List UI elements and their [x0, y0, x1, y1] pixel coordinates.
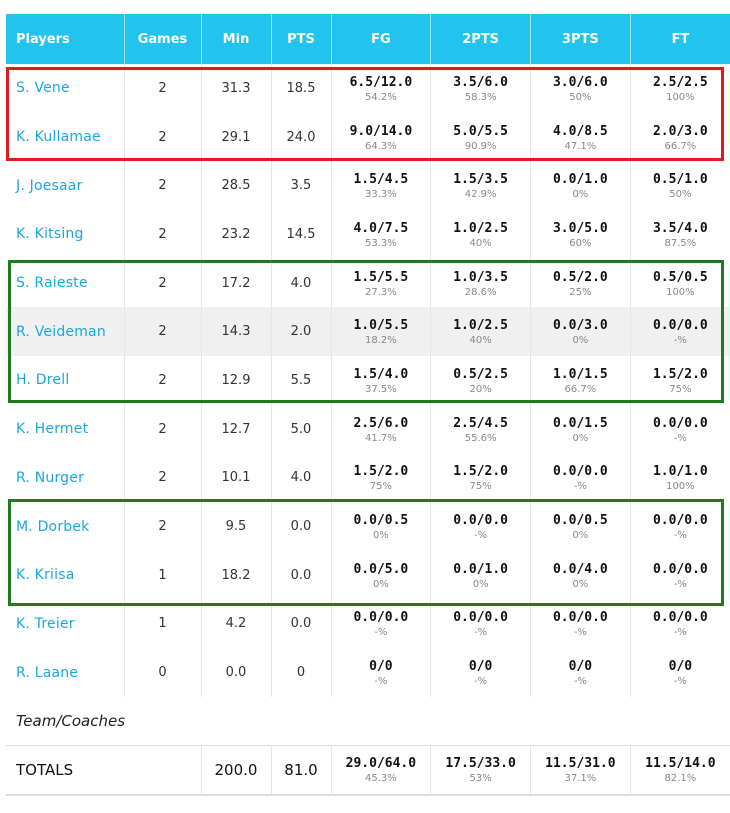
min-cell: 28.5: [201, 161, 271, 210]
ft-cell: [630, 210, 730, 259]
totals-min: 200.0: [201, 745, 271, 795]
2pts-cell: [431, 648, 531, 697]
2pts-percentage: 75%: [469, 481, 492, 493]
totals-ft-pct: 82.1%: [664, 773, 697, 785]
column-header-3pts[interactable]: 3PTS: [531, 14, 631, 64]
table-row: [6, 454, 730, 503]
player-cell: [6, 454, 124, 503]
ft-cell: [630, 64, 730, 113]
3pts-percentage: 0%: [572, 432, 589, 444]
ft-made-attempted: 0.5/0.5: [652, 269, 708, 285]
fg-cell: [331, 502, 431, 551]
2pts-percentage: 90.9%: [464, 140, 497, 152]
2pts-cell: [431, 210, 531, 259]
player-cell: [6, 64, 124, 113]
ft-percentage: 66.7%: [664, 140, 697, 152]
min-cell: 4.2: [201, 600, 271, 649]
player-name-link[interactable]: J. Joesaar: [16, 177, 83, 194]
fg-cell: [331, 161, 431, 210]
ft-made-attempted: 1.0/1.0: [652, 464, 708, 480]
fg-made-attempted: 1.0/5.5: [353, 318, 409, 334]
3pts-cell: [531, 454, 631, 503]
team-coaches-label: Team/Coaches: [16, 711, 126, 730]
pts-cell: 24.0: [271, 113, 331, 162]
player-cell: [6, 210, 124, 259]
pts-cell: 0: [271, 648, 331, 697]
games-cell: 1: [124, 600, 201, 649]
2pts-made-attempted: 1.0/3.5: [453, 269, 509, 285]
2pts-made-attempted: 5.0/5.5: [453, 123, 509, 139]
games-cell: 1: [124, 551, 201, 600]
2pts-cell: [431, 502, 531, 551]
fg-made-attempted: 6.5/12.0: [349, 74, 413, 90]
player-cell: [6, 648, 124, 697]
games-cell: 2: [124, 64, 201, 113]
fg-cell: [331, 259, 431, 308]
fg-made-attempted: 1.5/5.5: [353, 269, 409, 285]
column-header-2pts[interactable]: 2PTS: [431, 14, 531, 64]
totals-fg-pct: 45.3%: [364, 773, 397, 785]
ft-cell: [630, 259, 730, 308]
3pts-percentage: 66.7%: [564, 383, 597, 395]
fg-cell: [331, 113, 431, 162]
table-header-row: [6, 14, 730, 64]
ft-cell: [630, 600, 730, 649]
2pts-cell: [431, 259, 531, 308]
fg-cell: [331, 551, 431, 600]
min-cell: 29.1: [201, 113, 271, 162]
2pts-percentage: 42.9%: [464, 189, 497, 201]
totals-label: TOTALS: [6, 745, 201, 795]
pts-cell: 4.0: [271, 259, 331, 308]
min-cell: 18.2: [201, 551, 271, 600]
player-cell: [6, 113, 124, 162]
2pts-percentage: 20%: [469, 383, 492, 395]
3pts-cell: [531, 356, 631, 405]
3pts-cell: [531, 307, 631, 356]
3pts-percentage: 60%: [569, 237, 592, 249]
2pts-percentage: 55.6%: [464, 432, 497, 444]
table-row: [6, 113, 730, 162]
3pts-made-attempted: 0/0: [568, 659, 593, 675]
ft-made-attempted: 3.5/4.0: [652, 220, 708, 236]
fg-percentage: 0%: [372, 578, 389, 590]
ft-made-attempted: 2.0/3.0: [652, 123, 708, 139]
games-cell: 2: [124, 307, 201, 356]
3pts-made-attempted: 0.0/0.5: [552, 513, 608, 529]
3pts-cell: [531, 259, 631, 308]
fg-made-attempted: 0.0/5.0: [353, 561, 409, 577]
2pts-made-attempted: 2.5/4.5: [453, 415, 509, 431]
ft-made-attempted: 1.5/2.0: [652, 366, 708, 382]
min-cell: 17.2: [201, 259, 271, 308]
ft-percentage: 100%: [666, 481, 695, 493]
2pts-cell: [431, 356, 531, 405]
3pts-made-attempted: 4.0/8.5: [552, 123, 608, 139]
column-header-games[interactable]: Games: [124, 14, 201, 64]
3pts-percentage: 47.1%: [564, 140, 597, 152]
ft-made-attempted: 2.5/2.5: [652, 74, 708, 90]
ft-cell: [630, 356, 730, 405]
fg-made-attempted: 0/0: [369, 659, 393, 675]
fg-cell: [331, 454, 431, 503]
3pts-made-attempted: 3.0/6.0: [552, 74, 608, 90]
player-name-link[interactable]: H. Drell: [16, 372, 70, 389]
3pts-percentage: -%: [573, 676, 587, 688]
fg-percentage: 75%: [369, 481, 392, 493]
3pts-cell: [531, 113, 631, 162]
table-row: [6, 405, 730, 454]
3pts-cell: [531, 405, 631, 454]
totals-3pts-cell: [531, 745, 631, 795]
ft-cell: [630, 307, 730, 356]
totals-ft-cell: [630, 745, 730, 795]
pts-cell: 2.0: [271, 307, 331, 356]
player-name-link[interactable]: K. Kullamae: [16, 129, 101, 146]
ft-cell: [630, 648, 730, 697]
pts-cell: 0.0: [271, 551, 331, 600]
3pts-cell: [531, 502, 631, 551]
3pts-made-attempted: 0.0/1.5: [552, 415, 608, 431]
fg-percentage: 37.5%: [364, 383, 397, 395]
fg-made-attempted: 4.0/7.5: [353, 220, 409, 236]
3pts-cell: [531, 648, 631, 697]
totals-fg: 29.0/64.0: [345, 756, 417, 772]
table-row: [6, 551, 730, 600]
totals-fg-cell: [331, 745, 431, 795]
table-row: [6, 259, 730, 308]
table-row: [6, 161, 730, 210]
min-cell: 23.2: [201, 210, 271, 259]
3pts-cell: [531, 64, 631, 113]
table-row: [6, 502, 730, 551]
table-row: [6, 307, 730, 356]
3pts-cell: [531, 210, 631, 259]
min-cell: 12.9: [201, 356, 271, 405]
pts-cell: 0.0: [271, 502, 331, 551]
player-cell: [6, 600, 124, 649]
3pts-percentage: 0%: [572, 189, 589, 201]
ft-cell: [630, 454, 730, 503]
ft-made-attempted: 0.0/0.0: [652, 610, 708, 626]
games-cell: 2: [124, 405, 201, 454]
2pts-percentage: 40%: [469, 335, 492, 347]
pts-cell: 5.0: [271, 405, 331, 454]
2pts-made-attempted: 1.5/2.0: [453, 464, 509, 480]
ft-cell: [630, 113, 730, 162]
player-name-link[interactable]: K. Kitsing: [16, 226, 84, 243]
2pts-percentage: -%: [474, 627, 488, 639]
2pts-cell: [431, 113, 531, 162]
player-stats-table: [6, 14, 730, 796]
ft-percentage: 100%: [666, 91, 695, 103]
totals-2pts: 17.5/33.0: [445, 756, 516, 772]
player-name-link[interactable]: R. Veideman: [16, 323, 106, 340]
ft-made-attempted: 0.0/0.0: [652, 415, 708, 431]
2pts-cell: [431, 307, 531, 356]
2pts-percentage: 28.6%: [464, 286, 497, 298]
3pts-percentage: 0%: [572, 335, 589, 347]
ft-percentage: -%: [673, 676, 687, 688]
ft-cell: [630, 551, 730, 600]
column-header-pts[interactable]: PTS: [271, 14, 331, 64]
2pts-percentage: -%: [474, 676, 488, 688]
3pts-made-attempted: 0.5/2.0: [552, 269, 608, 285]
3pts-made-attempted: 0.0/0.0: [552, 464, 608, 480]
3pts-cell: [531, 600, 631, 649]
totals-2pts-pct: 53%: [469, 773, 492, 785]
2pts-made-attempted: 0.0/0.0: [453, 610, 509, 626]
3pts-made-attempted: 0.0/4.0: [552, 561, 608, 577]
player-name-link[interactable]: M. Dorbek: [16, 518, 90, 535]
3pts-made-attempted: 0.0/0.0: [552, 610, 608, 626]
3pts-cell: [531, 551, 631, 600]
3pts-made-attempted: 0.0/1.0: [552, 172, 608, 188]
ft-made-attempted: 0.0/0.0: [652, 513, 708, 529]
2pts-made-attempted: 0/0: [468, 659, 493, 675]
3pts-percentage: -%: [573, 627, 587, 639]
games-cell: 2: [124, 356, 201, 405]
2pts-cell: [431, 64, 531, 113]
ft-made-attempted: 0/0: [668, 659, 693, 675]
player-name-link[interactable]: K. Hermet: [16, 421, 89, 438]
fg-made-attempted: 0.0/0.5: [353, 513, 409, 529]
2pts-made-attempted: 0.0/1.0: [453, 561, 509, 577]
player-cell: [6, 502, 124, 551]
games-cell: 2: [124, 161, 201, 210]
min-cell: 14.3: [201, 307, 271, 356]
min-cell: 0.0: [201, 648, 271, 697]
fg-cell: [331, 600, 431, 649]
player-cell: [6, 356, 124, 405]
ft-percentage: -%: [673, 578, 687, 590]
fg-made-attempted: 9.0/14.0: [349, 123, 413, 139]
3pts-percentage: 50%: [569, 91, 592, 103]
player-cell: [6, 551, 124, 600]
fg-percentage: 54.2%: [364, 91, 397, 103]
pts-cell: 5.5: [271, 356, 331, 405]
min-cell: 10.1: [201, 454, 271, 503]
games-cell: 2: [124, 259, 201, 308]
stats-table-container: [6, 14, 730, 796]
3pts-cell: [531, 161, 631, 210]
2pts-percentage: 58.3%: [464, 91, 497, 103]
2pts-cell: [431, 161, 531, 210]
ft-cell: [630, 502, 730, 551]
ft-percentage: 75%: [669, 383, 692, 395]
2pts-cell: [431, 600, 531, 649]
games-cell: 2: [124, 454, 201, 503]
table-row: [6, 600, 730, 649]
fg-cell: [331, 648, 431, 697]
player-name-link[interactable]: R. Laane: [16, 664, 79, 681]
fg-made-attempted: 1.5/4.5: [353, 172, 409, 188]
fg-cell: [331, 356, 431, 405]
2pts-percentage: 0%: [472, 578, 489, 590]
player-cell: [6, 405, 124, 454]
fg-cell: [331, 405, 431, 454]
2pts-made-attempted: 0.0/0.0: [453, 513, 509, 529]
2pts-cell: [431, 551, 531, 600]
totals-pts: 81.0: [271, 745, 331, 795]
player-cell: [6, 161, 124, 210]
ft-made-attempted: 0.0/0.0: [652, 561, 708, 577]
games-cell: 2: [124, 210, 201, 259]
fg-percentage: 53.3%: [364, 237, 397, 249]
player-name-link[interactable]: K. Treier: [16, 615, 75, 632]
ft-percentage: -%: [673, 627, 687, 639]
totals-row: [6, 745, 730, 795]
column-header-ft[interactable]: FT: [630, 14, 730, 64]
min-cell: 31.3: [201, 64, 271, 113]
3pts-made-attempted: 3.0/5.0: [552, 220, 608, 236]
fg-cell: [331, 210, 431, 259]
fg-made-attempted: 2.5/6.0: [353, 415, 409, 431]
games-cell: 0: [124, 648, 201, 697]
2pts-made-attempted: 3.5/6.0: [453, 74, 509, 90]
2pts-made-attempted: 1.0/2.5: [453, 220, 509, 236]
ft-percentage: -%: [673, 432, 687, 444]
3pts-percentage: 25%: [569, 286, 592, 298]
team-coaches-row: [6, 697, 730, 746]
fg-made-attempted: 0.0/0.0: [353, 610, 409, 626]
table-row: [6, 210, 730, 259]
ft-percentage: -%: [673, 530, 687, 542]
fg-made-attempted: 1.5/4.0: [353, 366, 409, 382]
ft-made-attempted: 0.0/0.0: [652, 318, 708, 334]
fg-percentage: -%: [374, 627, 388, 639]
fg-cell: [331, 307, 431, 356]
fg-percentage: -%: [374, 676, 388, 688]
fg-percentage: 18.2%: [364, 335, 397, 347]
ft-percentage: 50%: [669, 189, 692, 201]
ft-percentage: 100%: [666, 286, 695, 298]
2pts-cell: [431, 405, 531, 454]
fg-percentage: 27.3%: [364, 286, 397, 298]
player-cell: [6, 259, 124, 308]
3pts-percentage: -%: [573, 481, 587, 493]
fg-percentage: 0%: [372, 530, 389, 542]
fg-made-attempted: 1.5/2.0: [353, 464, 409, 480]
player-rows: [6, 64, 730, 697]
2pts-percentage: -%: [474, 530, 488, 542]
3pts-made-attempted: 1.0/1.5: [552, 366, 608, 382]
player-name-link[interactable]: K. Kriisa: [16, 567, 75, 584]
totals-3pts: 11.5/31.0: [545, 756, 616, 772]
totals-2pts-cell: [431, 745, 531, 795]
column-header-players[interactable]: Players: [6, 14, 124, 64]
fg-cell: [331, 64, 431, 113]
2pts-made-attempted: 0.5/2.5: [453, 366, 509, 382]
games-cell: 2: [124, 113, 201, 162]
ft-cell: [630, 405, 730, 454]
column-header-fg[interactable]: FG: [331, 14, 431, 64]
ft-percentage: -%: [673, 335, 687, 347]
2pts-percentage: 40%: [469, 237, 492, 249]
pts-cell: 3.5: [271, 161, 331, 210]
table-row: [6, 648, 730, 697]
min-cell: 9.5: [201, 502, 271, 551]
2pts-cell: [431, 454, 531, 503]
ft-made-attempted: 0.5/1.0: [652, 172, 708, 188]
fg-percentage: 64.3%: [364, 140, 397, 152]
2pts-made-attempted: 1.0/2.5: [453, 318, 509, 334]
table-row: [6, 64, 730, 113]
player-name-link[interactable]: S. Raieste: [16, 275, 88, 292]
player-cell: [6, 307, 124, 356]
pts-cell: 18.5: [271, 64, 331, 113]
table-row: [6, 356, 730, 405]
3pts-percentage: 0%: [572, 578, 589, 590]
pts-cell: 14.5: [271, 210, 331, 259]
totals-3pts-pct: 37.1%: [564, 773, 597, 785]
totals-ft: 11.5/14.0: [645, 756, 716, 772]
ft-cell: [630, 161, 730, 210]
2pts-made-attempted: 1.5/3.5: [453, 172, 509, 188]
min-cell: 12.7: [201, 405, 271, 454]
games-cell: 2: [124, 502, 201, 551]
fg-percentage: 33.3%: [364, 189, 397, 201]
player-name-link[interactable]: S. Vene: [16, 80, 70, 97]
ft-percentage: 87.5%: [664, 237, 697, 249]
3pts-made-attempted: 0.0/3.0: [552, 318, 608, 334]
3pts-percentage: 0%: [572, 530, 589, 542]
pts-cell: 4.0: [271, 454, 331, 503]
fg-percentage: 41.7%: [364, 432, 397, 444]
pts-cell: 0.0: [271, 600, 331, 649]
column-header-min[interactable]: Min: [201, 14, 271, 64]
player-name-link[interactable]: R. Nurger: [16, 469, 85, 486]
